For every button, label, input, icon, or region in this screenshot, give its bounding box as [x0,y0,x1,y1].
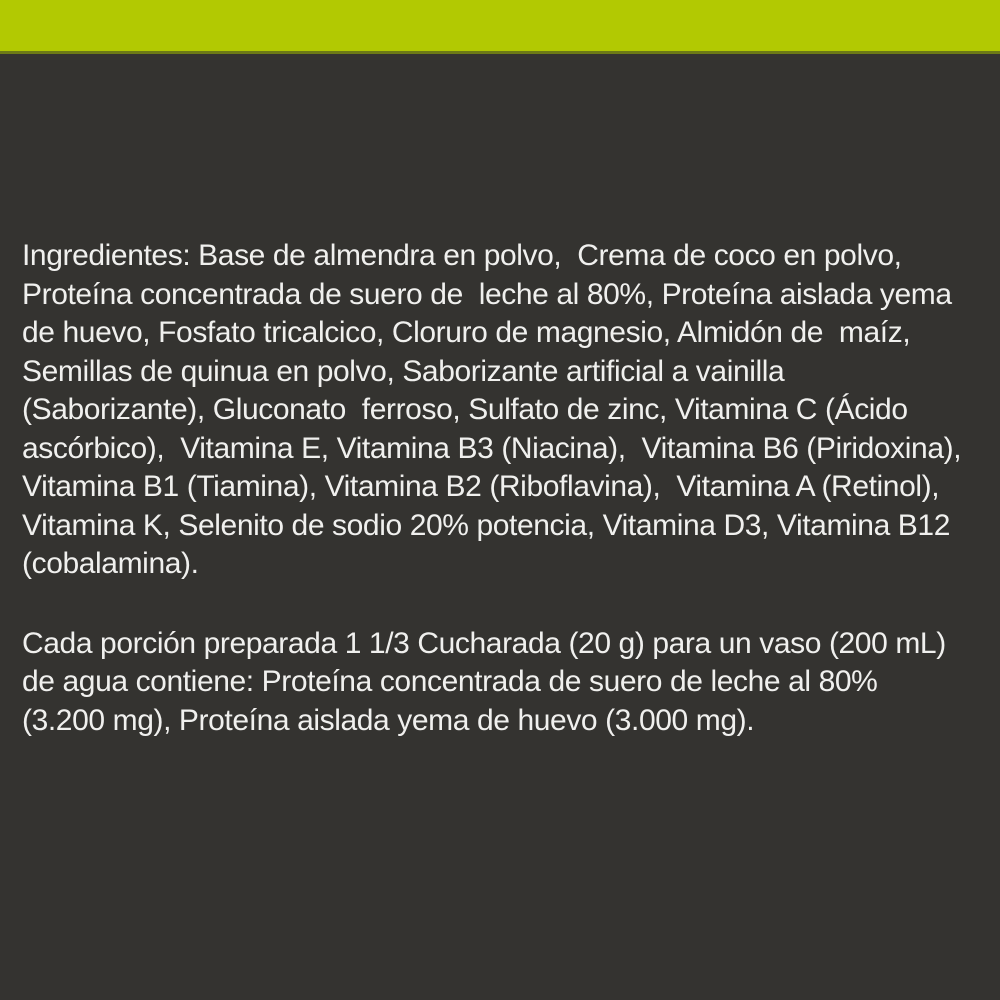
serving-info-line: (3.200 mg), Proteína aislada yema de huevo (3.000 mg). [22,703,755,737]
label-text-block [22,237,978,740]
serving-info-line: de agua contiene: Proteína concentrada de suero de leche al 80% [22,665,878,698]
ingredients-line: ascórbico), Vitamina E, Vitamina B3 (Niacina), Vitamina B6 (Piridoxina), [22,431,962,465]
ingredients-paragraph [22,237,978,584]
ingredients-line: Proteína concentrada de suero de leche al 80%, Proteína aislada yema [22,277,952,311]
ingredients-line: Vitamina K, Selenito de sodio 20% potencia, Vitamina D3, Vitamina B12 [22,508,950,542]
serving-info-line: Cada porción preparada 1 1/3 Cucharada (20 g) para un vaso (200 mL) [22,626,946,660]
accent-bar [0,0,1000,54]
serving-info-paragraph [22,625,978,741]
ingredients-line: Vitamina B1 (Tiamina), Vitamina B2 (Riboflavina), Vitamina A (Retinol), [22,470,940,503]
ingredients-line: de huevo, Fosfato tricalcico, Cloruro de magnesio, Almidón de maíz, [22,316,911,349]
ingredients-line: (Saborizante), Gluconato ferroso, Sulfato de zinc, Vitamina C (Ácido [22,393,908,426]
ingredients-line: (cobalamina). [22,547,199,580]
ingredients-line: Ingredientes: Base de almendra en polvo, Crema de coco en polvo, [22,239,902,272]
ingredients-line: Semillas de quinua en polvo, Saborizante artificial a vainilla [22,354,785,388]
